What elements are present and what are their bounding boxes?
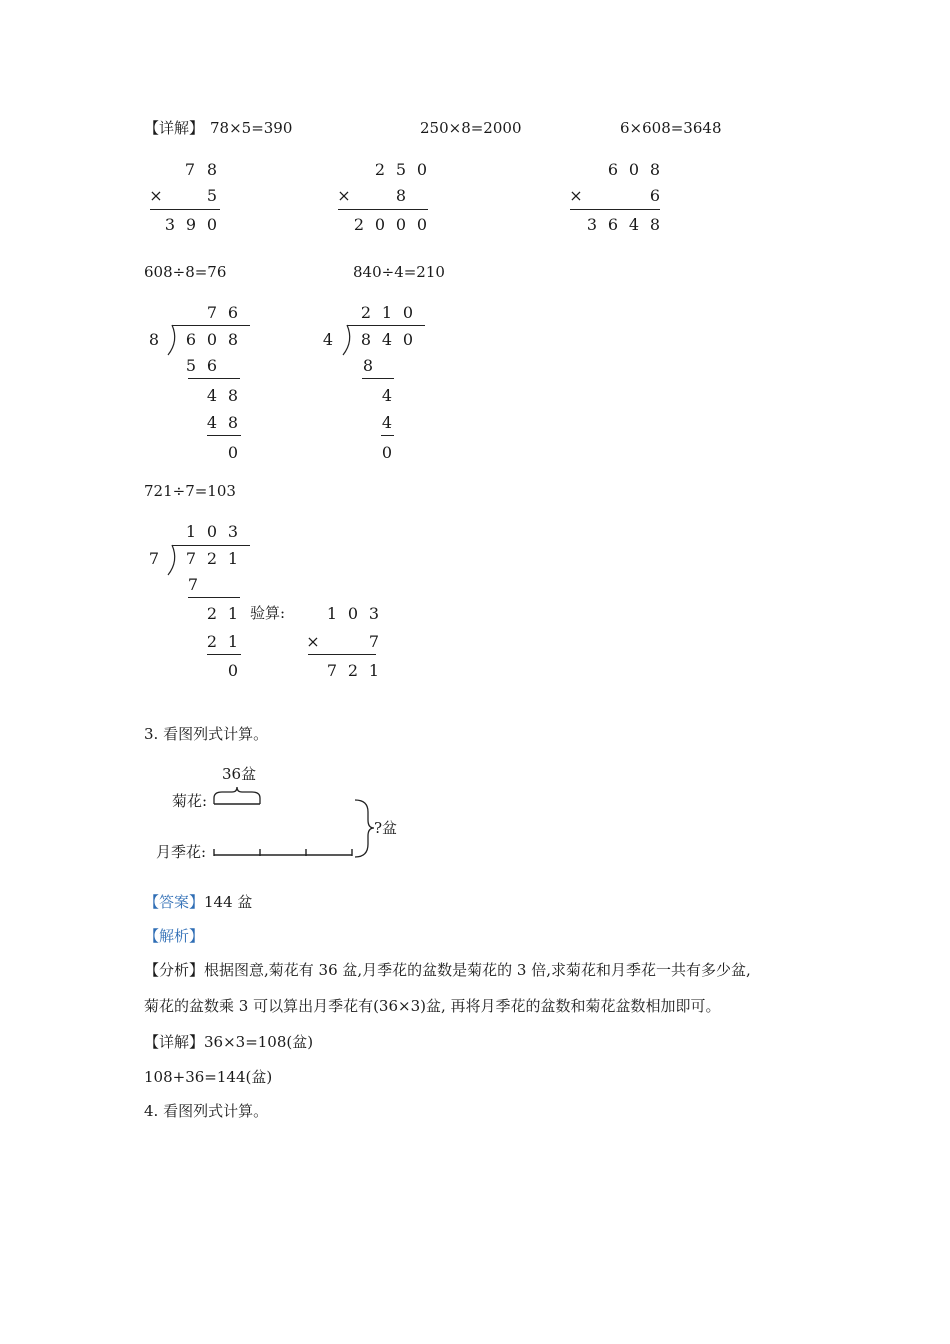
detail-label-1: 【详解】 [144, 119, 205, 137]
digit: 8 [362, 356, 374, 375]
digit: 8 [206, 160, 218, 179]
digit: 7 [206, 303, 218, 322]
answer-value: 144 盆 [204, 893, 253, 911]
digit: 2 [360, 303, 372, 322]
analysis-line-1: 【分析】根据图意,菊花有 36 盆,月季花的盆数是菊花的 3 倍,求菊花和月季花一共有多少盆, [144, 961, 751, 979]
digit: 8 [360, 330, 372, 349]
digit: 2 [347, 661, 359, 680]
digit: 1 [326, 604, 338, 623]
digit: 7 [185, 549, 197, 568]
equation-608div8: 608÷8=76 [144, 263, 227, 281]
right-brace [355, 800, 374, 857]
digit: 4 [381, 413, 393, 432]
digit: 0 [227, 443, 239, 462]
digit: 2 [206, 549, 218, 568]
digit: 8 [227, 413, 239, 432]
digit: 7 [326, 661, 338, 680]
detail-line-1: 【详解】36×3=108(盆) [144, 1033, 314, 1051]
rose-label: 月季花: [156, 843, 207, 861]
digit: 8 [649, 215, 661, 234]
digit: 3 [227, 522, 239, 541]
digit: 7 [184, 160, 196, 179]
digit: 0 [416, 215, 428, 234]
digit: 9 [185, 215, 197, 234]
digit: 0 [628, 160, 640, 179]
digit: 5 [206, 186, 218, 205]
top-brace [214, 787, 260, 804]
digit: 1 [227, 604, 239, 623]
question-3-title: 3. 看图列式计算。 [144, 725, 269, 743]
equation-250x8: 250×8=2000 [420, 119, 522, 137]
digit: 1 [381, 303, 393, 322]
multiply-sign: × [569, 186, 583, 205]
digit: 6 [607, 215, 619, 234]
multiply-sign: × [306, 632, 320, 651]
chrysanthemum-label: 菊花: [172, 792, 208, 810]
equation-721div7: 721÷7=103 [144, 482, 236, 500]
digit: 3 [164, 215, 176, 234]
digit: 5 [185, 356, 197, 375]
digit: 6 [206, 356, 218, 375]
digit: 0 [395, 215, 407, 234]
digit: 8 [395, 186, 407, 205]
digit: 1 [368, 661, 380, 680]
answer-label: 【答案】 [144, 893, 205, 911]
digit: 7 [368, 632, 380, 651]
top-brace-label: 36盆 [222, 765, 257, 783]
answer-line [144, 892, 252, 912]
total-label: ?盆 [374, 819, 398, 837]
digit: 0 [416, 160, 428, 179]
digit: 0 [206, 215, 218, 234]
digit: 3 [368, 604, 380, 623]
digit: 1 [185, 522, 197, 541]
digit: 2 [206, 632, 218, 651]
digit: 0 [402, 303, 414, 322]
digit: 0 [381, 443, 393, 462]
equation-6x608: 6×608=3648 [620, 119, 722, 137]
digit: 0 [374, 215, 386, 234]
digit: 6 [227, 303, 239, 322]
digit: 0 [347, 604, 359, 623]
divisor: 4 [322, 330, 334, 349]
equation-840div4: 840÷4=210 [353, 263, 445, 281]
digit: 7 [187, 575, 199, 594]
multiply-sign: × [337, 186, 351, 205]
digit: 4 [206, 413, 218, 432]
digit: 8 [649, 160, 661, 179]
digit: 4 [381, 330, 393, 349]
detail-line-2: 108+36=144(盆) [144, 1068, 273, 1086]
digit: 3 [586, 215, 598, 234]
digit: 4 [628, 215, 640, 234]
digit: 8 [227, 386, 239, 405]
digit: 2 [206, 604, 218, 623]
check-label: 验算: [250, 604, 286, 622]
digit: 8 [227, 330, 239, 349]
analysis-label: 【解析】 [144, 927, 205, 945]
digit: 0 [227, 661, 239, 680]
digit: 1 [227, 549, 239, 568]
digit: 6 [607, 160, 619, 179]
digit: 4 [381, 386, 393, 405]
digit: 0 [206, 330, 218, 349]
digit: 0 [402, 330, 414, 349]
digit: 6 [185, 330, 197, 349]
equation-78x5: 78×5=390 [210, 119, 293, 137]
digit: 5 [395, 160, 407, 179]
digit: 6 [649, 186, 661, 205]
digit: 2 [374, 160, 386, 179]
digit: 2 [353, 215, 365, 234]
divisor: 7 [148, 549, 160, 568]
divisor: 8 [148, 330, 160, 349]
digit: 4 [206, 386, 218, 405]
digit: 0 [206, 522, 218, 541]
question-4-title: 4. 看图列式计算。 [144, 1102, 269, 1120]
digit: 1 [227, 632, 239, 651]
multiply-sign: × [149, 186, 163, 205]
analysis-line-2: 菊花的盆数乘 3 可以算出月季花有(36×3)盆, 再将月季花的盆数和菊花盆数相加即可。 [144, 997, 721, 1015]
